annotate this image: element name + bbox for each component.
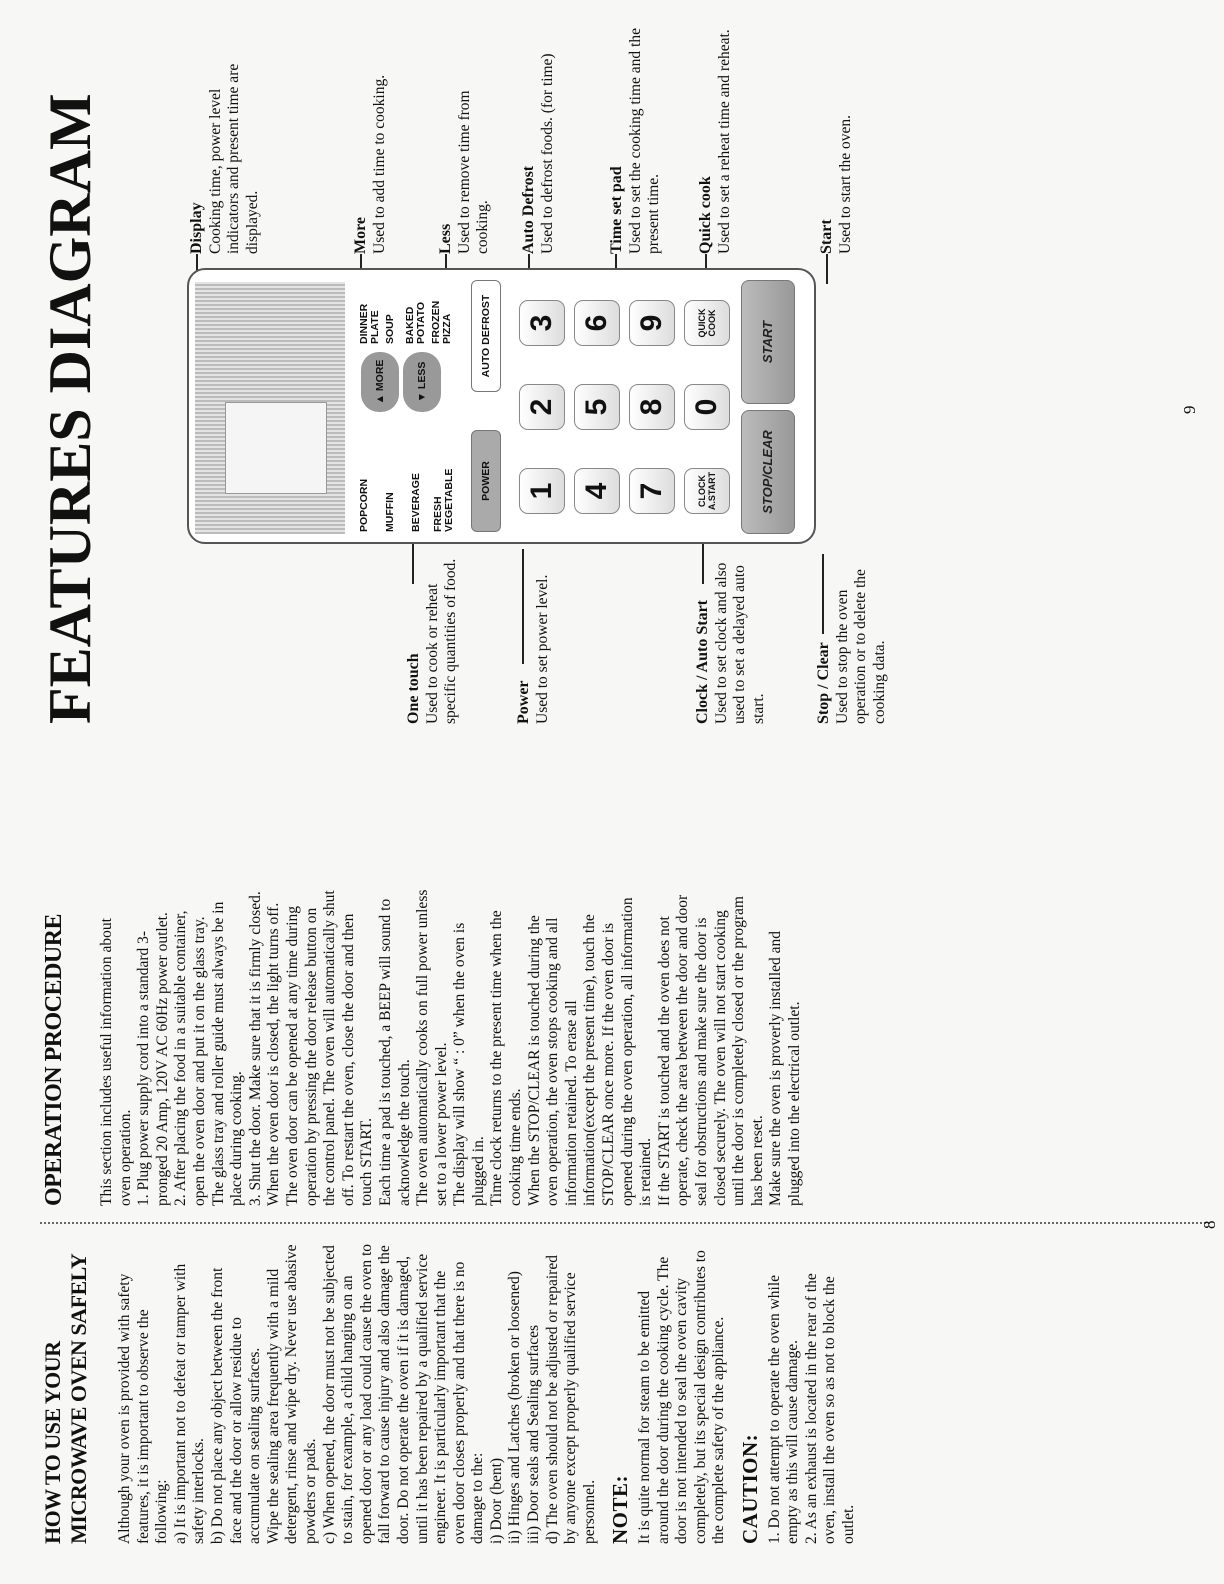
page-number-left: 8 — [1200, 1220, 1219, 1229]
less-button[interactable]: ▼ LESS — [403, 352, 441, 412]
stop-clear-key-label: STOP/CLEAR — [760, 430, 775, 514]
display-window — [225, 402, 327, 494]
clock-title: Clock / Auto Start — [694, 600, 711, 724]
power-button[interactable] — [471, 430, 501, 532]
power-title: Power — [515, 680, 532, 724]
start-text: Used to start the oven. — [836, 114, 854, 254]
less-label: LESS — [416, 361, 428, 390]
safety-paragraph: Although your oven is provided with safety features, it is important to observe the following: — [116, 1273, 171, 1544]
safety-paragraph: iii) Door seals and Sealing surfaces — [525, 1324, 543, 1544]
quick-key-label: QUICK — [697, 308, 707, 338]
more-label — [352, 34, 389, 254]
stop-text: Used to stop the oven operation or to delete the cooking data. — [833, 569, 888, 724]
operation-paragraph: When the STOP/CLEAR is touched during the oven operation, the oven stops cooking and all information retained. To erase all information(except the present time), touch the STOP/CLEAR once more. If the oven door is opened during the oven operation, all information is retained. — [525, 897, 655, 1206]
onetouch-text: Used to cook or reheat specific quantities of food. — [423, 558, 459, 724]
key-8-label: 8 — [635, 398, 668, 416]
dinner-plate-label: DINNER PLATE — [358, 303, 381, 344]
muffin-label: MUFFIN — [384, 492, 396, 532]
start-button[interactable] — [741, 280, 795, 404]
clock-label — [694, 544, 768, 724]
potato-label: POTATO — [415, 302, 427, 344]
caution-heading: CAUTION: — [738, 1433, 762, 1544]
clock-auto-start-key[interactable] — [684, 468, 730, 514]
safety-title — [40, 1244, 92, 1544]
page-number-right: 9 — [1180, 405, 1199, 414]
quickcook-title: Quick cook — [697, 176, 714, 254]
astart-key-label: A.START — [707, 471, 717, 511]
quickcook-label — [697, 24, 734, 254]
caution-item: 2. As an exhaust is located in the rear of the oven, install the oven so as not to block the outlet. — [802, 1273, 857, 1544]
display-text: Cooking time, power level indicators and present time are displayed. — [206, 63, 261, 254]
timeset-label — [608, 14, 664, 254]
caution-item: 1. Do not attempt to operate the oven while empty as this will cause damage. — [765, 1274, 802, 1544]
more-title: More — [352, 216, 369, 254]
stop-title: Stop / Clear — [815, 642, 832, 724]
soup-button[interactable] — [385, 274, 396, 344]
cook-key-label: COOK — [707, 309, 717, 337]
safety-paragraph: i) Door (bent) — [487, 1457, 505, 1544]
display-label — [188, 34, 262, 254]
stop-clear-button[interactable] — [741, 410, 795, 534]
operation-paragraph: The glass tray and roller guide must always be in place during cooking. — [209, 901, 246, 1206]
power-text: Used to set power level. — [533, 574, 551, 724]
frozen-label: FROZEN — [430, 300, 442, 344]
key-5[interactable] — [574, 384, 620, 430]
operation-paragraph: If the START is touched and the oven does not operate, check the area between the door and door seal for obstructions and make sure the door is closed securely. The oven will not start cooking until the door is completely closed or the program has been reset. — [655, 894, 766, 1206]
more-button[interactable]: ▲ MORE — [361, 352, 399, 412]
key-9[interactable] — [629, 300, 675, 346]
key-7-label: 7 — [635, 482, 668, 500]
key-0[interactable] — [684, 384, 730, 430]
operation-paragraph: The oven door can be opened at any time during operation by pressing the door release button on the control panel. The oven will automatically shut off. To restart the oven, close the door and then touch START. — [283, 890, 376, 1206]
display-title: Display — [188, 202, 205, 254]
timeset-title: Time set pad — [608, 166, 625, 254]
start-key-label: START — [760, 320, 775, 364]
beverage-button[interactable] — [411, 422, 422, 532]
key-7[interactable] — [629, 468, 675, 514]
pizza-label: PIZZA — [441, 313, 453, 344]
safety-paragraph: a) It is important not to defeat or tamper with safety interlocks. — [171, 1263, 208, 1544]
control-panel — [187, 268, 816, 544]
key-2[interactable] — [519, 384, 565, 430]
soup-label: SOUP — [384, 314, 396, 344]
popcorn-label: POPCORN — [358, 478, 370, 532]
key-0-label: 0 — [690, 398, 723, 416]
less-title: Less — [437, 223, 454, 254]
operation-paragraph: The oven automatically cooks on full power unless set to a lower power level. — [414, 889, 450, 1206]
power-leader — [522, 549, 524, 664]
frozen-pizza-button[interactable] — [431, 274, 453, 344]
onetouch-title: One touch — [405, 653, 422, 724]
timeset-text: Used to set the cooking time and the present time. — [626, 28, 662, 254]
key-2-label: 2 — [525, 398, 558, 416]
key-8[interactable] — [629, 384, 675, 430]
autodefrost-title: Auto Defrost — [520, 165, 537, 254]
key-6-label: 6 — [580, 314, 613, 332]
note-text: It is quite normal for steam to be emitted around the door during the cooking cycle. The door is not intended to seal the oven cavity completely, but its special design contributes to the complete safety of the appliance. — [636, 1250, 728, 1544]
start-title: Start — [818, 219, 835, 254]
start-leader — [826, 254, 828, 284]
safety-column — [40, 1244, 859, 1544]
popcorn-button[interactable] — [359, 422, 370, 532]
quickcook-text: Used to set a reheat time and reheat. — [715, 29, 733, 254]
operation-title: OPERATION PROCEDURE — [41, 913, 67, 1206]
safety-paragraph: Wipe the sealing area frequently with a mild detergent, rinse and wipe dry. Never use abasive powders or pads. — [264, 1244, 319, 1544]
operation-paragraph: 3. Shut the door. Make sure that it is firmly closed. When the oven door is closed, the light turns off. — [246, 891, 283, 1206]
operation-paragraph: Make sure the oven is proverly installed and plugged into the electrical outlet. — [767, 930, 803, 1206]
features-title: FEATURES DIAGRAM — [37, 93, 103, 724]
key-5-label: 5 — [580, 398, 613, 416]
key-4-label: 4 — [580, 482, 613, 500]
operation-column — [40, 888, 805, 1206]
safety-paragraph: ii) Hinges and Latches (broken or loosened) — [506, 1271, 524, 1544]
safety-paragraph: b) Do not place any object between the front face and the door or allow residue to accumulate on sealing surfaces. — [208, 1267, 264, 1544]
key-4[interactable] — [574, 468, 620, 514]
key-3-label: 3 — [525, 314, 558, 332]
operation-paragraph: This section includes useful information about oven operation. — [98, 918, 134, 1206]
more-label: MORE — [374, 359, 386, 392]
clock-key-label: CLOCK — [697, 475, 707, 507]
stop-leader — [822, 554, 824, 634]
key-6[interactable] — [574, 300, 620, 346]
beverage-label: BEVERAGE — [410, 473, 422, 532]
operation-paragraph: Each time a pad is touched, a BEEP will sound to acknowledge the touch. — [376, 898, 413, 1206]
power-label — [515, 544, 552, 724]
key-1[interactable] — [519, 468, 565, 514]
operation-paragraph: 2. After placing the food in a suitable container, open the oven door and put it on the glass tray. — [172, 910, 208, 1206]
power-key-label: POWER — [480, 461, 492, 501]
auto-defrost-key-label: AUTO DEFROST — [480, 294, 492, 378]
dinner-plate-button[interactable] — [359, 274, 381, 344]
note-heading: NOTE: — [608, 1474, 633, 1544]
fresh-label: FRESH — [432, 496, 444, 532]
key-9-label: 9 — [635, 314, 668, 332]
safety-paragraph: c) When opened, the door must not be subjected to stain, for example, a child hanging on an opened door or any load could cause the oven to fall forward to cause injury and also damage the door. Do not operate the oven if it is damaged, until it has been repaired by a qualified service engineer. It is particularly important that the oven door closes properly and that there is no damage to the: — [320, 1243, 487, 1544]
auto-defrost-button[interactable] — [471, 280, 501, 392]
autodefrost-label — [520, 24, 557, 254]
start-label — [818, 24, 855, 254]
key-3[interactable] — [519, 300, 565, 346]
operation-paragraph: Time clock returns to the present time when the cooking time ends. — [488, 910, 525, 1206]
safety-title-line2: MICROWAVE OVEN SAFELY — [66, 1253, 91, 1544]
baked-potato-button[interactable] — [405, 274, 427, 344]
more-text: Used to add time to cooking. — [370, 74, 388, 254]
fresh-vegetable-button[interactable] — [433, 422, 455, 532]
key-1-label: 1 — [525, 482, 558, 500]
vegetable-label: VEGETABLE — [443, 468, 455, 532]
onetouch-leader — [412, 544, 414, 584]
less-text: Used to remove time from cooking. — [455, 90, 491, 254]
operation-paragraph: The display will show “ : 0” when the oven is plugged in. — [451, 922, 487, 1206]
operation-paragraph: 1. Plug power supply cord into a standard 3-pronged 20 Amp, 120V AC 60Hz power outlet. — [135, 912, 171, 1206]
stop-label — [815, 544, 889, 724]
muffin-button[interactable] — [385, 422, 396, 532]
safety-title-line1: HOW TO USE YOUR — [40, 1341, 65, 1544]
quick-cook-key[interactable] — [684, 300, 730, 346]
baked-label: BAKED — [404, 306, 416, 344]
column-divider — [40, 1222, 1210, 1224]
clock-leader — [702, 544, 704, 584]
display-area — [195, 282, 345, 534]
autodefrost-text: Used to defrost foods. (for time) — [538, 53, 556, 254]
less-label — [437, 34, 493, 254]
safety-paragraph: d) The oven should not be adjusted or repaired by anyone except properly qualified service personnel. — [543, 1255, 598, 1544]
clock-text: Used to set clock and also used to set a delayed auto start. — [712, 562, 767, 724]
